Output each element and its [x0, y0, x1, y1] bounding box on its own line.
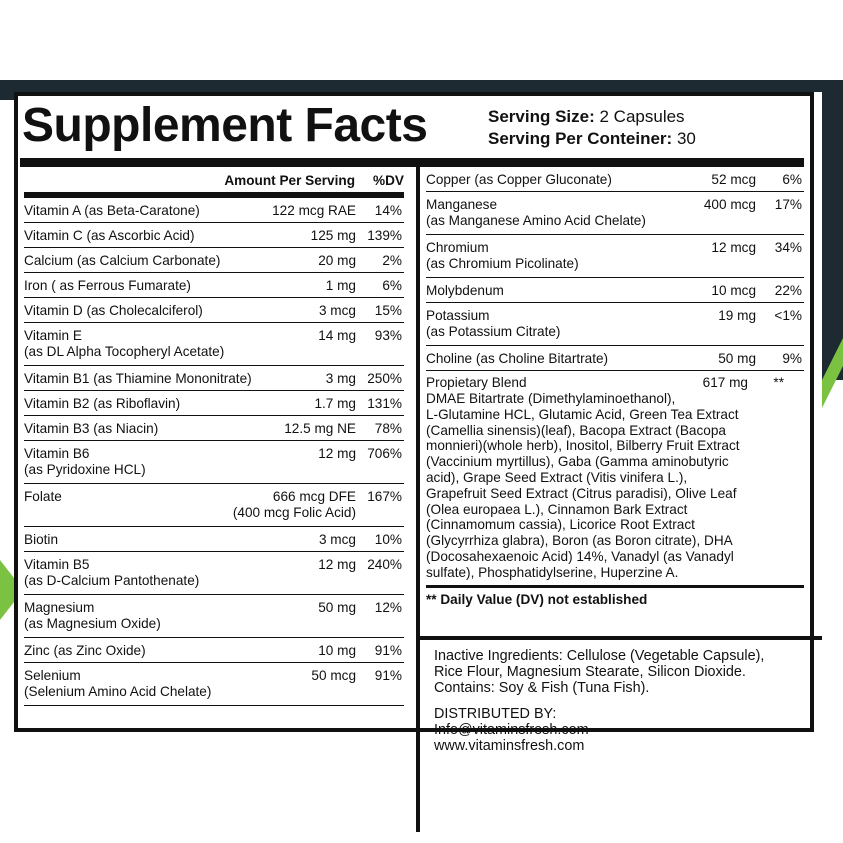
inactive-ingredients: [434, 648, 822, 696]
nutrient-row: [426, 278, 804, 303]
blend-ingredient-line: (Vaccinium myrtillus), Gaba (Gamma aminobutyric: [426, 454, 729, 470]
nutrient-amount: 50 mg: [718, 351, 756, 366]
blend-amount: 617 mg: [702, 375, 748, 390]
nutrient-row: [24, 416, 404, 441]
right-nutrient-column: [426, 167, 804, 608]
nutrient-row: [426, 346, 804, 371]
nutrient-dv: 93%: [374, 328, 402, 343]
blend-ingredient-line: (Camellia sinensis)(leaf), Bacopa Extract (Bacopa: [426, 422, 726, 438]
nutrient-row-content: [24, 273, 404, 294]
nutrient-row-content: [24, 552, 404, 589]
nutrient-amount: 12.5 mg NE: [284, 421, 356, 436]
nutrient-row: [426, 167, 804, 192]
nutrient-row: [24, 552, 404, 595]
nutrient-amount: 14 mg: [318, 328, 356, 343]
nutrient-source: (as DL Alpha Tocopheryl Acetate): [24, 344, 225, 359]
nutrient-row-content: [426, 192, 804, 229]
dv-header: %DV: [373, 173, 404, 188]
nutrient-amount: 1.7 mg: [314, 396, 356, 411]
background-band-right: [822, 80, 843, 380]
nutrient-dv: 139%: [367, 228, 402, 243]
nutrient-amount: 50 mg: [318, 600, 356, 615]
nutrient-row: [24, 441, 404, 484]
blend-ingredient-line: DMAE Bitartrate (Dimethylaminoethanol),: [426, 391, 676, 406]
nutrient-amount: 1 mg: [325, 278, 356, 293]
blend-row: [426, 371, 804, 391]
nutrient-name: Vitamin C (as Ascorbic Acid): [24, 228, 195, 243]
nutrient-row-content: [24, 484, 404, 520]
proprietary-blend: [426, 371, 804, 608]
distributor-info: [434, 706, 822, 754]
nutrient-source: (Selenium Amino Acid Chelate): [24, 684, 212, 699]
nutrient-row: [24, 248, 404, 273]
nutrient-name: Zinc (as Zinc Oxide): [24, 643, 146, 658]
nutrient-dv: 91%: [374, 668, 402, 683]
nutrient-amount: 122 mcg RAE: [272, 203, 356, 218]
nutrient-row-content: [426, 235, 804, 272]
nutrient-amount: 400 mcg: [703, 197, 756, 212]
inactive-and-distributor: [416, 636, 822, 832]
blend-dv: **: [773, 375, 784, 390]
nutrient-row-content: [426, 303, 804, 340]
nutrient-dv: 6%: [782, 172, 802, 187]
nutrient-name: Magnesium: [24, 600, 95, 615]
nutrient-source: (as Potassium Citrate): [426, 324, 561, 339]
nutrient-amount: 10 mcg: [711, 283, 756, 298]
nutrient-amount: 3 mcg: [318, 532, 356, 547]
nutrient-name: Calcium (as Calcium Carbonate): [24, 253, 221, 268]
nutrient-amount: 20 mg: [318, 253, 356, 268]
supplement-facts-label: [14, 92, 822, 832]
serving-info: [488, 106, 696, 150]
nutrient-amount: 52 mcg: [711, 172, 756, 187]
nutrient-name: Vitamin A (as Beta-Caratone): [24, 203, 200, 218]
blend-ingredient-line: (Cinnamomum cassia), Licorice Root Extract: [426, 517, 695, 533]
nutrient-name: Choline (as Choline Bitartrate): [426, 351, 609, 366]
nutrient-row-content: [24, 223, 404, 244]
nutrient-row-content: [426, 167, 804, 188]
nutrient-amount: 12 mg: [318, 446, 356, 461]
nutrient-dv: 9%: [782, 351, 802, 366]
nutrient-dv: 167%: [367, 489, 402, 504]
servings-per-container-label: Serving Per Conteiner:: [488, 129, 673, 148]
distributor-line: Info@vitaminsfresh.com: [434, 722, 589, 738]
nutrient-dv: 240%: [367, 557, 402, 572]
nutrient-row-content: [24, 323, 404, 360]
facts-title: Supplement Facts: [22, 99, 428, 152]
nutrient-row-content: [24, 198, 404, 219]
nutrient-amount: 666 mcg DFE: [272, 489, 356, 504]
nutrient-row: [426, 235, 804, 278]
blend-ingredient-line: (Glycyrrhiza glabra), Boron (as Boron citrate), DHA: [426, 533, 733, 549]
nutrient-dv: 10%: [374, 532, 402, 547]
blend-ingredient-line: acid), Grape Seed Extract (Vitis vinifera L.),: [426, 469, 688, 485]
nutrient-name: Vitamin B3 (as Niacin): [24, 421, 159, 436]
nutrient-dv: <1%: [774, 308, 802, 323]
nutrient-dv: 6%: [382, 278, 402, 293]
nutrient-row: [24, 298, 404, 323]
blend-ingredient-line: monnieri)(whole herb), Inositol, Bilberry Fruit Extract: [426, 438, 740, 454]
blend-ingredient-line: L-Glutamine HCL, Glutamic Acid, Green Tea Extract: [426, 406, 739, 422]
nutrient-name: Vitamin B5: [24, 557, 90, 572]
nutrient-row: [24, 484, 404, 527]
nutrient-row: [24, 391, 404, 416]
blend-ingredient-line: (Olea europaea L.), Cinnamon Bark Extract: [426, 501, 688, 517]
nutrient-dv: 15%: [374, 303, 402, 318]
nutrient-row: [24, 663, 404, 706]
serving-size-label: Serving Size:: [488, 107, 595, 126]
nutrient-name: Selenium: [24, 668, 81, 683]
nutrient-name: Iron ( as Ferrous Fumarate): [24, 278, 191, 293]
nutrient-row-content: [426, 346, 804, 367]
nutrient-row-content: [24, 595, 404, 632]
nutrient-name: Biotin: [24, 532, 59, 547]
nutrient-name: Molybdenum: [426, 283, 504, 298]
nutrient-row: [24, 223, 404, 248]
nutrient-row: [24, 273, 404, 298]
nutrient-source: (as D-Calcium Pantothenate): [24, 573, 200, 588]
nutrient-dv: 34%: [774, 240, 802, 255]
nutrient-row-content: [24, 416, 404, 437]
blend-ingredients: [426, 391, 804, 581]
nutrient-row: [24, 366, 404, 391]
nutrient-source: (as Chromium Picolinate): [426, 256, 579, 271]
nutrient-amount: 3 mg: [325, 371, 356, 386]
nutrient-amount: 3 mcg: [318, 303, 356, 318]
nutrient-row-content: [24, 248, 404, 269]
header-rule: [20, 158, 804, 167]
nutrient-amount: 10 mg: [318, 643, 356, 658]
nutrient-source: (as Magnesium Oxide): [24, 616, 161, 631]
nutrient-dv: 14%: [374, 203, 402, 218]
inactive-line: Contains: Soy & Fish (Tuna Fish).: [434, 680, 650, 696]
distributor-line: www.vitaminsfresh.com: [434, 738, 585, 754]
nutrient-name: Vitamin D (as Cholecalciferol): [24, 303, 203, 318]
nutrient-dv: 250%: [367, 371, 402, 386]
nutrient-name: Folate: [24, 489, 62, 504]
nutrient-dv: 22%: [774, 283, 802, 298]
nutrient-name: Vitamin E: [24, 328, 82, 343]
blend-ingredient-line: sulfate), Phosphatidylserine, Huperzine A.: [426, 564, 679, 580]
nutrient-amount: 12 mg: [318, 557, 356, 572]
blend-ingredient-line: Grapefruit Seed Extract (Citrus paradisi), Olive Leaf: [426, 485, 737, 501]
nutrient-dv: 12%: [374, 600, 402, 615]
dv-not-established-note: ** Daily Value (DV) not established: [426, 585, 804, 608]
nutrient-dv: 131%: [367, 396, 402, 411]
nutrient-row-content: [24, 638, 404, 659]
nutrient-amount: 12 mcg: [711, 240, 756, 255]
nutrient-amount: 50 mcg: [311, 668, 356, 683]
nutrient-row-content: [24, 298, 404, 319]
nutrient-name: Vitamin B6: [24, 446, 90, 461]
nutrient-name: Potassium: [426, 308, 490, 323]
inactive-line: Rice Flour, Magnesium Stearate, Silicon Dioxide.: [434, 664, 746, 680]
nutrient-source: (as Manganese Amino Acid Chelate): [426, 213, 646, 228]
nutrient-row: [426, 192, 804, 235]
nutrient-dv: 91%: [374, 643, 402, 658]
servings-per-container-value: 30: [676, 129, 696, 148]
nutrient-amount: 19 mg: [718, 308, 756, 323]
nutrient-row: [24, 527, 404, 552]
serving-size-value: 2 Capsules: [599, 107, 685, 126]
nutrient-name: Manganese: [426, 197, 498, 212]
blend-ingredient-line: (Docosahexaenoic Acid) 14%, Vanadyl (as Vanadyl: [426, 548, 734, 564]
nutrient-row-content: [24, 527, 404, 548]
nutrient-row-content: [426, 278, 804, 299]
nutrient-row: [24, 198, 404, 223]
nutrient-row: [24, 638, 404, 663]
blend-name: Propietary Blend: [426, 375, 527, 390]
nutrient-row: [24, 595, 404, 638]
nutrient-row-content: [24, 391, 404, 412]
nutrient-name: Vitamin B1 (as Thiamine Mononitrate): [24, 371, 252, 386]
nutrient-row-content: [24, 366, 404, 387]
nutrient-dv: 706%: [367, 446, 402, 461]
distributor-line: DISTRIBUTED BY:: [434, 706, 557, 722]
inactive-line: Inactive Ingredients: Cellulose (Vegetable Capsule),: [434, 648, 765, 664]
column-header: [24, 167, 404, 198]
nutrient-dv: 78%: [374, 421, 402, 436]
nutrient-dv: 2%: [382, 253, 402, 268]
nutrient-amount-detail: (400 mcg Folic Acid): [232, 505, 356, 520]
background-accent-green-left: [0, 560, 14, 620]
column-divider: [416, 167, 420, 707]
nutrient-name: Vitamin B2 (as Riboflavin): [24, 396, 181, 411]
left-nutrient-column: [24, 167, 404, 706]
nutrient-dv: 17%: [774, 197, 802, 212]
nutrient-row-content: [24, 663, 404, 700]
nutrient-row-content: [24, 441, 404, 478]
nutrient-row: [24, 323, 404, 366]
nutrient-source: (as Pyridoxine HCL): [24, 462, 146, 477]
nutrient-name: Copper (as Copper Gluconate): [426, 172, 612, 187]
nutrient-amount: 125 mg: [310, 228, 356, 243]
amount-per-serving-header: Amount Per Serving: [224, 173, 356, 188]
nutrient-name: Chromium: [426, 240, 489, 255]
nutrient-row: [426, 303, 804, 346]
